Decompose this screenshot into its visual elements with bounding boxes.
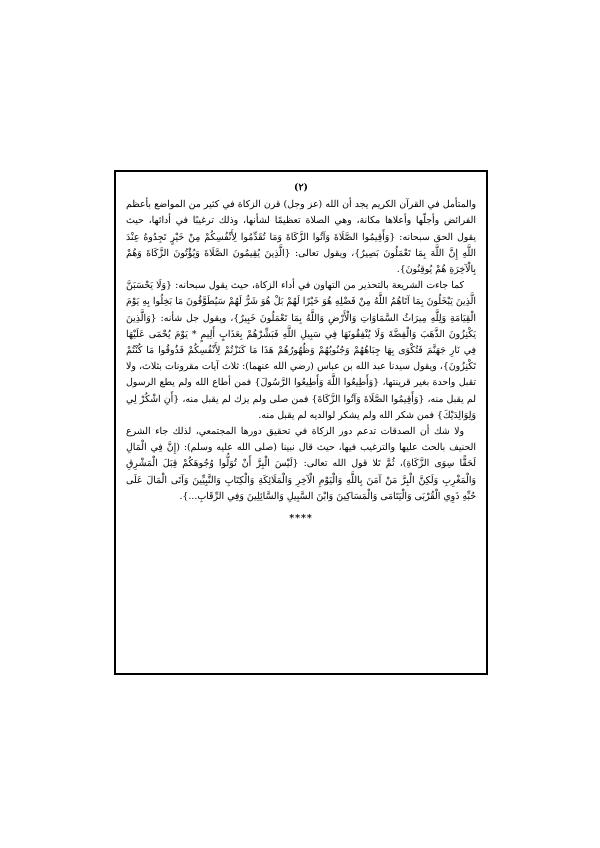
document-body: [126, 180, 476, 667]
section-separator: ****: [289, 513, 313, 525]
paragraph-warning-neglect: كما جاءت الشريعة بالتحذير من التهاون في أداء الزكاة، حيث يقول سبحانه: {وَلَا يَحْسَبَنَّ الَّذِينَ يَبْخَلُونَ بِمَا آتَاهُمُ اللَّهُ مِنْ فَضْلِهِ هُوَ خَيْرًا لَهُمْ بَلْ هُوَ شَرٌّ لَهُمْ سَيُطَوَّقُونَ مَا بَخِلُوا بِهِ يَوْمَ الْقِيَامَةِ وَلِلَّهِ مِيرَاثُ السَّمَاوَاتِ وَالْأَرْضِ وَاللَّهُ بِمَا تَعْمَلُونَ خَبِيرٌ}، ويقول جل شأنه: {وَالَّذِينَ يَكْنِزُونَ الذَّهَبَ وَالْفِضَّةَ وَلَا يُنْفِقُونَهَا فِي سَبِيلِ اللَّهِ فَبَشِّرْهُمْ بِعَذَابٍ أَلِيمٍ * يَوْمَ يُحْمَى عَلَيْهَا فِي نَارِ جَهَنَّمَ فَتُكْوَى بِهَا جِبَاهُهُمْ وَجُنُوبُهُمْ وَظُهُورُهُمْ هَذَا مَا كَنَزْتُمْ لِأَنْفُسِكُمْ فَذُوقُوا مَا كُنْتُمْ تَكْنِزُونَ}، ويقول سيدنا عبد الله بن عباس (رضي الله عنهما): ثلاث آيات مقرونات بثلاث، ولا تقبل واحدة بغير قرينتها، {وَأَطِيعُوا اللَّهَ وَأَطِيعُوا الرَّسُولَ} فمن أطاع الله ولم يطع الرسول لم يقبل منه، {وَأَقِيمُوا الصَّلَاةَ وَآتُوا الزَّكَاةَ} فمن صلى ولم يزك لم يقبل منه، {أَنِ اشْكُرْ لِي وَلِوَالِدَيْكَ} فمن شكر الله ولم يشكر لوالديه لم يقبل منه.: [126, 280, 476, 421]
page-number: (٢): [294, 182, 308, 193]
page-frame: [114, 170, 488, 675]
paragraph-charity-role: ولا شك أن الصدقات تدعم دور الزكاة في تحقيق دورها المجتمعي، لذلك جاء الشرع الحنيف بالحث عليها والترغيب فيها، حيث قال نبينا (صلى الله عليه وسلم): (إِنَّ فِي الْمَالِ لَحَقًّا سِوَى الزَّكَاةِ)، ثُمَّ تَلا قول الله تعالى: {لَيْسَ الْبِرَّ أَنْ تُوَلُّوا وُجُوهَكُمْ قِبَلَ الْمَشْرِقِ وَالْمَغْرِبِ وَلَكِنَّ الْبِرَّ مَنْ آمَنَ بِاللَّهِ وَالْيَوْمِ الْآخِرِ وَالْمَلَائِكَةِ وَالْكِتَابِ وَالنَّبِيِّينَ وَآتَى الْمَالَ عَلَى حُبِّهِ ذَوِي الْقُرْبَى وَالْيَتَامَى وَالْمَسَاكِينَ وَابْنَ السَّبِيلِ وَالسَّائِلِينَ وَفِي الرِّقَابِ...}.: [126, 426, 476, 502]
paragraph-zakat-with-prayer: والمتأمل في القرآن الكريم يجد أن الله (عز وجل) قرن الزكاة في كثير من المواضع بأعظم الفرائض وأجلّها وأعلاها مكانة، وهي الصلاة تعظيمًا لشأنها، وذلك ترغيبًا في أدائها، حيث يقول الحق سبحانه: {وَأَقِيمُوا الصَّلَاةَ وَآتُوا الزَّكَاةَ وَمَا تُقَدِّمُوا لِأَنْفُسِكُمْ مِنْ خَيْرٍ تَجِدُوهُ عِنْدَ اللَّهِ إِنَّ اللَّهَ بِمَا تَعْمَلُونَ بَصِيرٌ}، ويقول تعالى: {الَّذِينَ يُقِيمُونَ الصَّلَاةَ وَيُؤْتُونَ الزَّكَاةَ وَهُمْ بِالْآخِرَةِ هُمْ يُوقِنُونَ}.: [126, 199, 476, 276]
